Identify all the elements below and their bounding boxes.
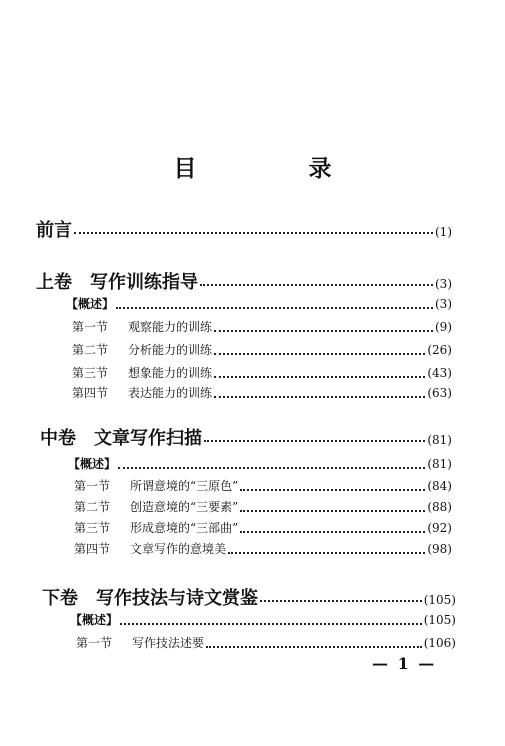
leader-dots (240, 531, 425, 533)
toc-entry[interactable] (74, 498, 452, 515)
toc-entry-label: 分析能力的训练 (128, 343, 213, 357)
toc-page-number: (63) (427, 386, 452, 400)
toc-entry-label: 【概述】 (66, 297, 115, 311)
leader-dots (214, 353, 425, 355)
leader-dots (214, 376, 425, 378)
toc-section-number: 第一节 (72, 320, 109, 334)
toc-page-number: (81) (427, 433, 452, 447)
toc-entry-label: 【概述】 (68, 457, 117, 471)
toc-entry-label: 表达能力的训练 (128, 386, 213, 400)
toc-section-number: 第一节 (76, 636, 113, 650)
toc-entry-overview[interactable] (70, 611, 456, 628)
toc-page-number: (81) (427, 457, 452, 471)
toc-entry-overview[interactable] (66, 295, 452, 312)
toc-part-label: 中卷 文章写作扫描 (40, 428, 202, 449)
page-number-footer: — 1 — (372, 654, 437, 673)
page-title: 目 录 (173, 156, 384, 182)
toc-page-number: (26) (427, 343, 452, 357)
toc-page-number: (3) (435, 277, 452, 291)
leader-dots (240, 510, 425, 512)
toc-entry[interactable] (76, 634, 456, 651)
toc-entry-label: 前言 (36, 220, 72, 241)
leader-dots (206, 646, 422, 648)
toc-page-number: (84) (427, 479, 452, 493)
toc-entry[interactable] (72, 341, 452, 358)
leader-dots (116, 307, 433, 309)
toc-entry[interactable] (74, 477, 452, 494)
toc-part-label: 上卷 写作训练指导 (36, 272, 198, 293)
toc-entry-overview[interactable] (68, 455, 452, 472)
toc-section-number: 第一节 (74, 479, 111, 493)
toc-page-number: (3) (435, 297, 452, 311)
toc-part-heading[interactable] (36, 268, 452, 294)
leader-dots (260, 600, 422, 602)
toc-section-number: 第二节 (72, 343, 109, 357)
leader-dots (214, 396, 425, 398)
toc-page-number: (92) (427, 521, 452, 535)
toc-page-number: (106) (423, 636, 456, 650)
toc-page-number: (1) (435, 225, 452, 239)
leader-dots (74, 232, 433, 234)
toc-entry-label: 文章写作的意境美 (130, 542, 227, 556)
toc-entry-label: 形成意境的“三部曲” (130, 521, 239, 535)
toc-page-number: (88) (427, 500, 452, 514)
leader-dots (240, 489, 425, 491)
toc-section-number: 第三节 (74, 521, 111, 535)
toc-page-number: (9) (435, 320, 452, 334)
toc-entry[interactable] (72, 364, 452, 381)
toc-section-number: 第四节 (74, 542, 111, 556)
toc-page-number: (105) (423, 593, 456, 607)
toc-entry-preface[interactable] (36, 216, 452, 242)
toc-entry-label: 创造意境的“三要素” (130, 500, 239, 514)
toc-entry-label: 【概述】 (70, 613, 119, 627)
toc-page-number: (98) (427, 542, 452, 556)
toc-part-label: 下卷 写作技法与诗文赏鉴 (42, 588, 258, 609)
toc-entry-label: 观察能力的训练 (128, 320, 213, 334)
toc-page-number: (105) (423, 613, 456, 627)
toc-part-heading[interactable] (42, 584, 456, 610)
toc-entry-label: 想象能力的训练 (128, 366, 213, 380)
toc-entry[interactable] (72, 384, 452, 401)
toc-entry-label: 写作技法述要 (132, 636, 205, 650)
toc-part-heading[interactable] (40, 424, 452, 450)
leader-dots (200, 284, 433, 286)
toc-page-number: (43) (427, 366, 452, 380)
toc-entry[interactable] (72, 318, 452, 335)
leader-dots (214, 330, 433, 332)
leader-dots (118, 467, 425, 469)
leader-dots (204, 440, 425, 442)
leader-dots (228, 552, 425, 554)
toc-section-number: 第四节 (72, 386, 109, 400)
leader-dots (120, 623, 422, 625)
toc-entry[interactable] (74, 540, 452, 557)
toc-section-number: 第三节 (72, 366, 109, 380)
toc-section-number: 第二节 (74, 500, 111, 514)
toc-entry[interactable] (74, 519, 452, 536)
toc-entry-label: 所谓意境的“三原色” (130, 479, 239, 493)
